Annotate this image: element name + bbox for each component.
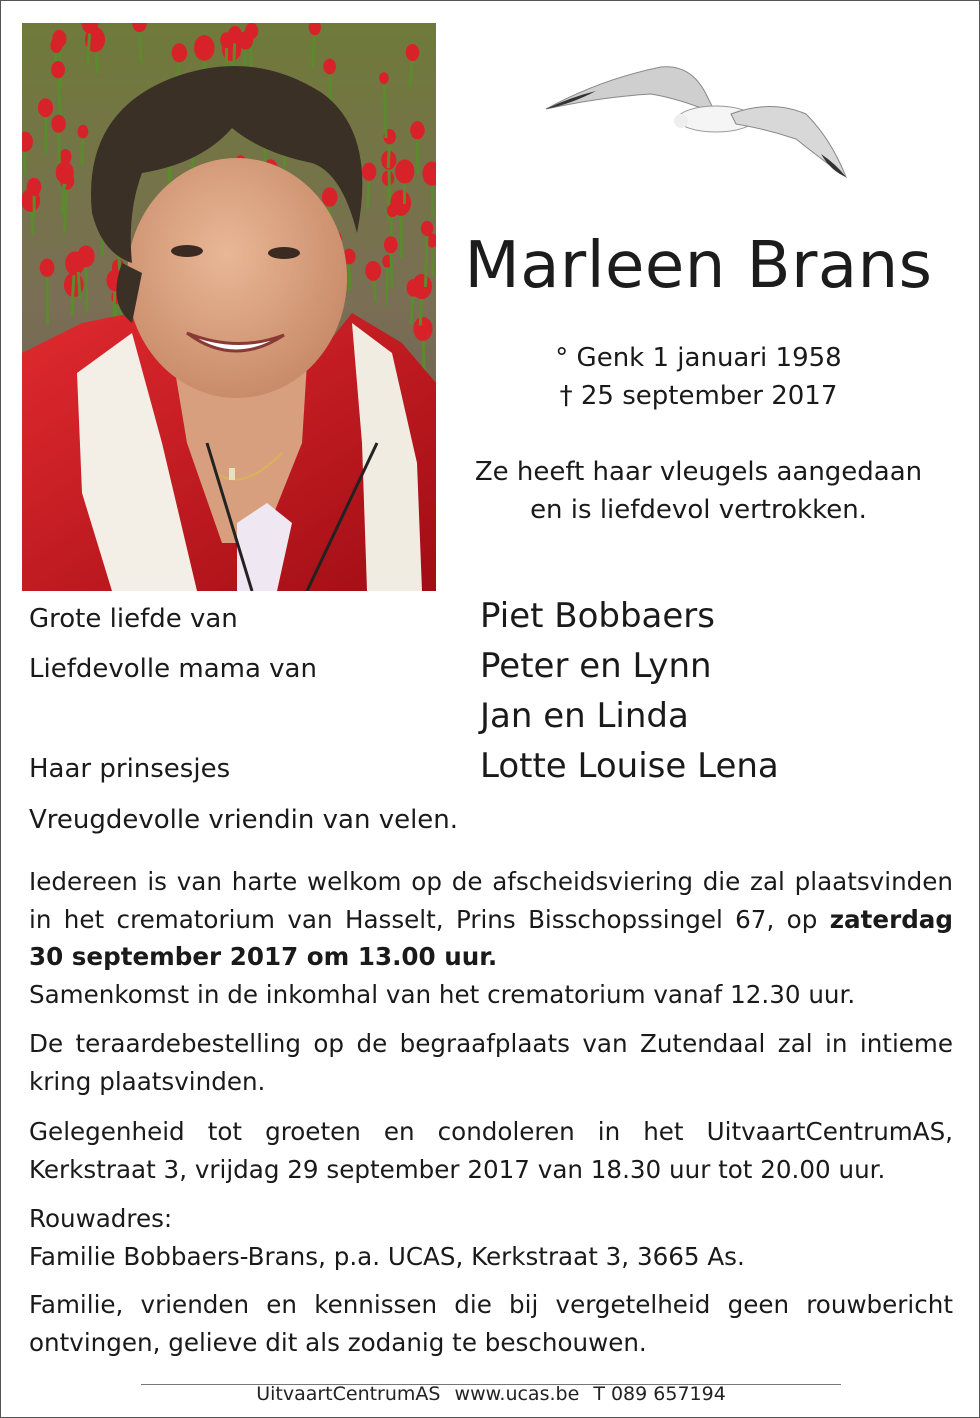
footer-phone: T 089 657194 xyxy=(593,1383,726,1405)
ceremony-paragraph xyxy=(29,863,953,1013)
relation-name: Piet Bobbaers xyxy=(480,596,715,636)
relation-label: Liefdevolle mama van xyxy=(29,654,317,684)
relation-name: Jan en Linda xyxy=(480,696,689,736)
footer-website: www.ucas.be xyxy=(454,1383,580,1405)
ceremony-datetime: zaterdag 30 september 2017 om 13.00 uur. xyxy=(29,904,953,971)
relation-name: Peter en Lynn xyxy=(480,646,712,686)
footer xyxy=(1,1383,980,1405)
life-dates xyxy=(451,339,946,415)
ceremony-intro: Iedereen is van harte welkom op de afscheidsviering die zal plaatsvinden in het crematorium van Hasselt, Prins Bisschopssingel 67, op xyxy=(29,867,953,934)
relation-name: Lotte Louise Lena xyxy=(480,746,779,786)
closing-paragraph: Familie, vrienden en kennissen die bij vergetelheid geen rouwbericht ontvingen, gelieve dit als zodanig te beschouwen. xyxy=(29,1290,953,1357)
relation-label: Grote liefde van xyxy=(29,604,238,634)
memorial-quote xyxy=(451,453,946,529)
portrait-photo xyxy=(22,23,436,591)
relation-label: Haar prinsesjes xyxy=(29,754,231,784)
birth-date: ° Genk 1 januari 1958 xyxy=(555,343,842,373)
death-date: † 25 september 2017 xyxy=(559,381,838,411)
quote-line-2: en is liefdevol vertrokken. xyxy=(530,495,867,525)
address-line: Familie Bobbaers-Brans, p.a. UCAS, Kerkstraat 3, 3665 As. xyxy=(29,1241,745,1271)
friends-line: Vreugdevolle vriendin van velen. xyxy=(29,805,459,835)
deceased-name: Marleen Brans xyxy=(464,229,933,303)
portrait-illustration xyxy=(22,23,436,591)
quote-line-1: Ze heeft haar vleugels aangedaan xyxy=(474,457,923,487)
condolences-paragraph: Gelegenheid tot groeten en condoleren in het UitvaartCentrumAS, Kerkstraat 3, vrijdag 29 september 2017 van 18.30 uur tot 20.00 uur. xyxy=(29,1117,953,1184)
seagull-icon xyxy=(541,59,861,189)
address-label: Rouwadres: xyxy=(29,1204,173,1233)
footer-company: UitvaartCentrumAS xyxy=(256,1383,441,1405)
burial-paragraph: De teraardebestelling op de begraafplaats van Zutendaal zal in intieme kring plaatsvinden. xyxy=(29,1029,953,1096)
gathering-line: Samenkomst in de inkomhal van het crematorium vanaf 12.30 uur. xyxy=(29,979,856,1009)
address-block xyxy=(29,1200,953,1275)
